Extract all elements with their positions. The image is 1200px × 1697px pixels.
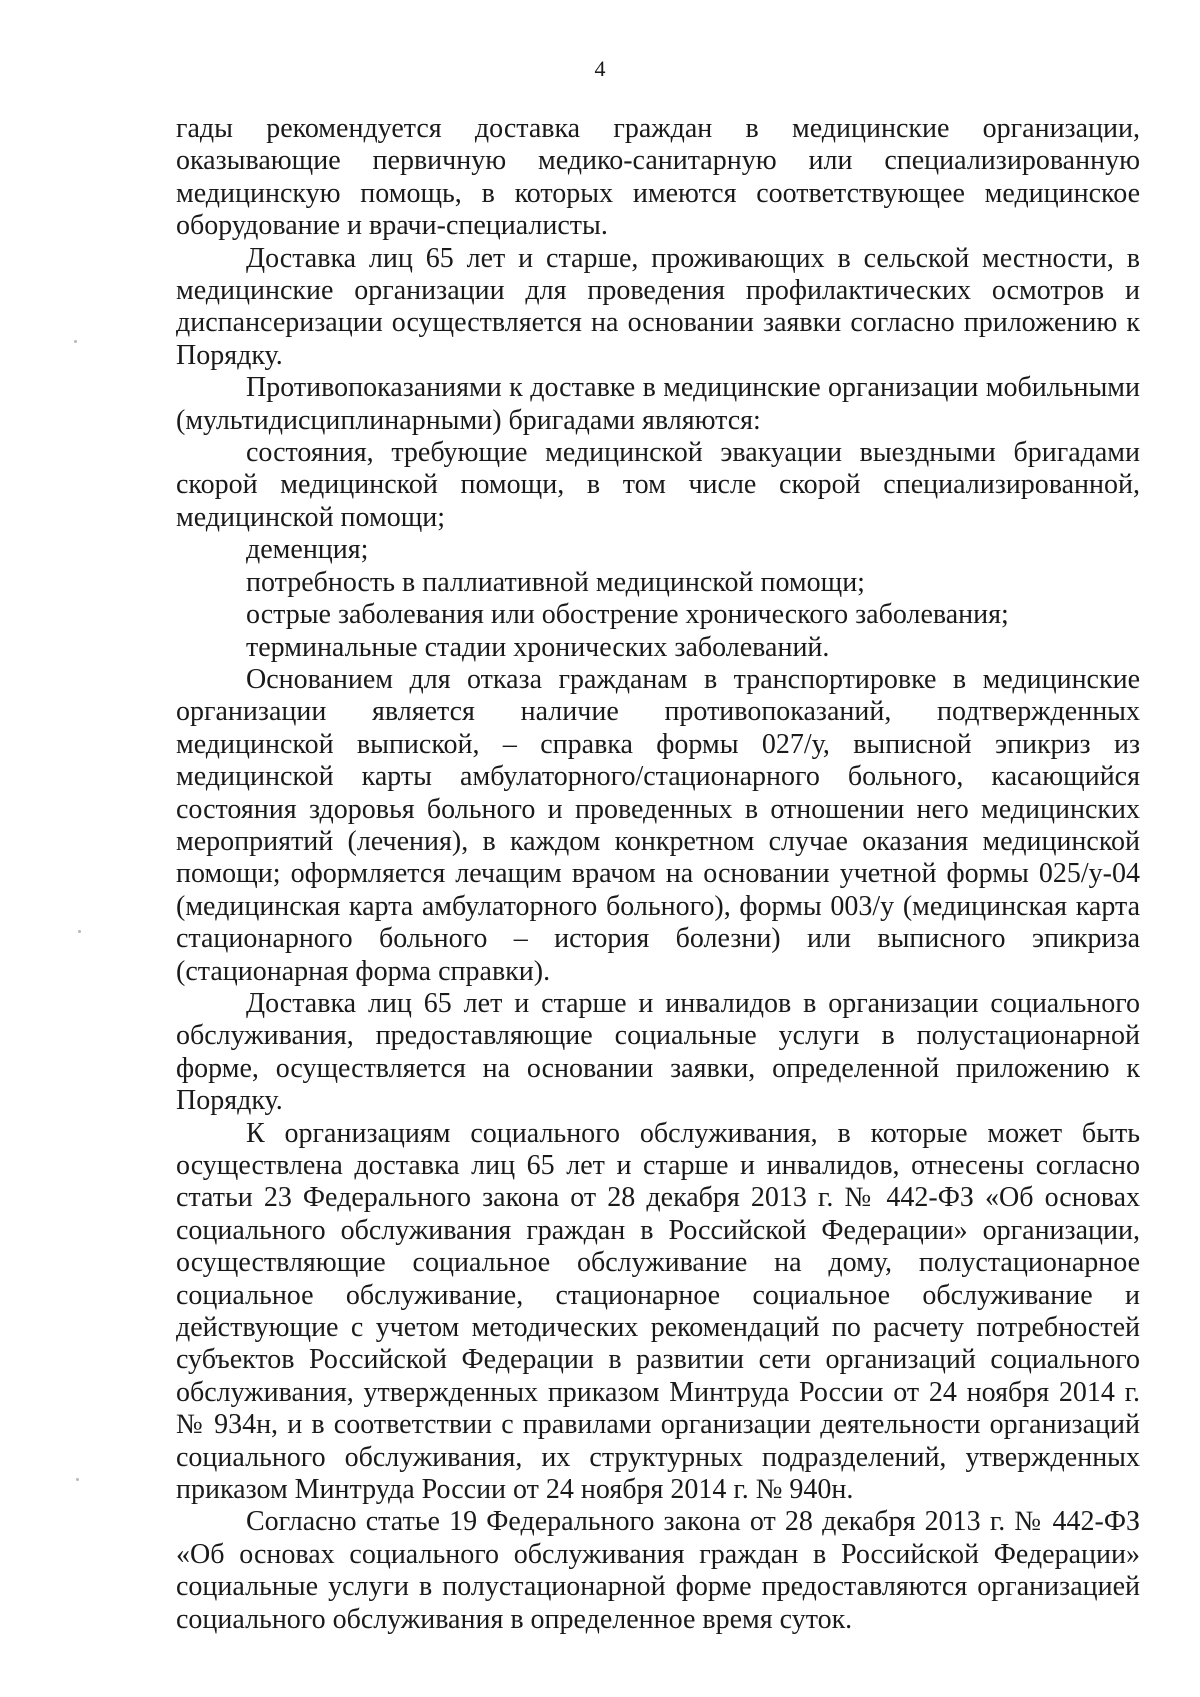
list-item-acute-disease: острые заболевания или обострение хронического заболевания;	[246, 599, 1009, 631]
list-item-palliative: потребность в паллиативной медицинской помощи;	[246, 566, 865, 598]
paragraph-continuation: гады рекомендуется доставка граждан в медицинские организации, оказывающие первичную медико-санитарную или специализированную медицинскую помощь, в которых имеются соответствующее медицинское оборудование и врачи-специалисты.	[176, 113, 1140, 242]
list-item-dementia: деменция;	[246, 534, 369, 566]
page-number: 4	[594, 56, 606, 81]
document-body	[176, 113, 1140, 1636]
scan-speck	[74, 340, 77, 343]
paragraph-article-19: Согласно статье 19 Федерального закона от 28 декабря 2013 г. № 442-ФЗ «Об основах социального обслуживания граждан в Российской Федерации» социальные услуги в полустационарной форме предоставляются организацией социального обслуживания в определенное время суток.	[176, 1506, 1140, 1635]
scan-speck	[76, 1478, 79, 1481]
paragraph-social-organizations: К организациям социального обслуживания, в которые может быть осуществлена доставка лиц 65 лет и старше и инвалидов, отнесены согласно статьи 23 Федерального закона от 28 декабря 2013 г. № 442-ФЗ «Об основах социального обслуживания граждан в Российской Федерации» организации, осуществляющие социальное обслуживание на дому, полустационарное социальное обслуживание, стационарное социальное обслуживание и действующие с учетом методических рекомендаций по расчету потребностей субъектов Российской Федерации в развитии сети организаций социального обслуживания, утвержденных приказом Минтруда России от 24 ноября 2014 г. № 934н, и в соответствии с правилами организации деятельности организаций социального обслуживания, их структурных подразделений, утвержденных приказом Минтруда России от 24 ноября 2014 г. № 940н.	[176, 1117, 1140, 1506]
paragraph-contraindications-intro: Противопоказаниями к доставке в медицинские организации мобильными (мультидисциплинарными) бригадами являются:	[176, 372, 1140, 436]
paragraph-social-delivery: Доставка лиц 65 лет и старше и инвалидов в организации социального обслуживания, предоставляющие социальные услуги в полустационарной форме, осуществляется на основании заявки, определенной приложению к Порядку.	[176, 987, 1140, 1117]
scan-speck	[78, 930, 81, 933]
paragraph-refusal-grounds: Основанием для отказа гражданам в транспортировке в медицинские организации является наличие противопоказаний, подтвержденных медицинской выпиской, – справка формы 027/у, выписной эпикриз из медицинской карты амбулаторного/стационарного больного, касающийся состояния здоровья больного и проведенных в отношении него медицинских мероприятий (лечения), в каждом конкретном случае оказания медицинской помощи; оформляется лечащим врачом на основании учетной формы 025/у-04 (медицинская карта амбулаторного больного), формы 003/у (медицинская карта стационарного больного – история болезни) или выписного эпикриза (стационарная форма справки).	[176, 663, 1140, 987]
paragraph-rural-delivery: Доставка лиц 65 лет и старше, проживающих в сельской местности, в медицинские организации для проведения профилактических осмотров и диспансеризации осуществляется на основании заявки согласно приложению к Порядку.	[176, 242, 1140, 371]
list-item-evacuation: состояния, требующие медицинской эвакуации выездными бригадами скорой медицинской помощи, в том числе скорой специализированной, медицинской помощи;	[176, 437, 1140, 533]
list-item-terminal-stage: терминальные стадии хронических заболеваний.	[246, 631, 830, 663]
